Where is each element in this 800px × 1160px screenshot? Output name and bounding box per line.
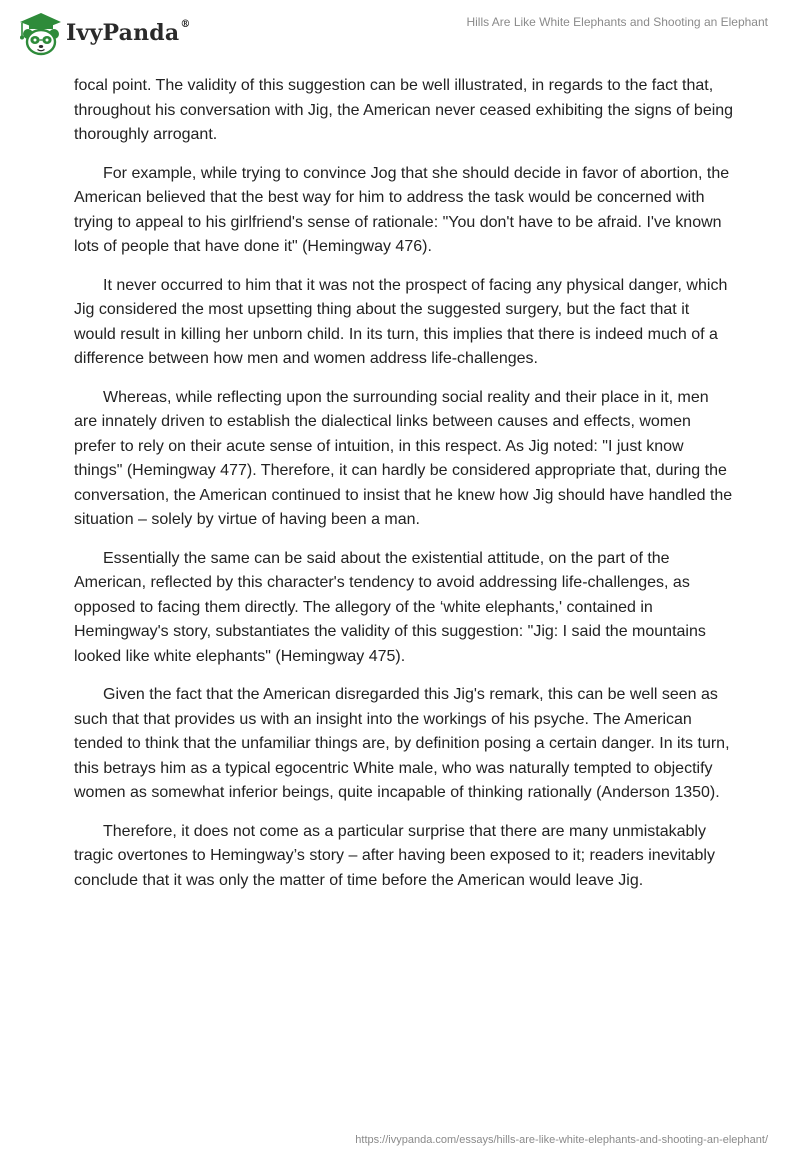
paragraph-7: Therefore, it does not come as a particular surprise that there are many unmistakably tragic overtones to Hemingway’s story – after having been exposed to it; readers inevitably conclude that it was only the matter of time before the American would leave Jig. <box>74 822 715 889</box>
brand-name: IvyPanda <box>66 20 180 46</box>
paragraph-2: For example, while trying to convince Jog that she should decide in favor of abortion, the American believed that the best way for him to address the task would be concerned with trying to appeal to his girlfriend's sense of rationale: "You don't have to be afraid. I've known lots of people that have done it" (Hemingway 476). <box>74 164 730 255</box>
brand-logo[interactable] <box>14 10 190 56</box>
paragraph-3: It never occurred to him that it was not the prospect of facing any physical danger, which Jig considered the most upsetting thing about the suggested surgery, but the fact that it would result in killing her unborn child. In its turn, this implies that there is indeed much of a difference between how men and women address life-challenges. <box>74 276 728 367</box>
registered-mark: ® <box>180 18 191 30</box>
paragraph-6: Given the fact that the American disregarded this Jig's remark, this can be well seen as such that that provides us with an insight into the workings of his psyche. The American tended to think that the unfamiliar things are, by definition posing a certain danger. In its turn, this betrays him as a typical egocentric White male, who was naturally tempted to objectify women as somewhat inferior beings, quite incapable of thinking rationally (Anderson 1350). <box>74 686 730 801</box>
paragraph-1: focal point. The validity of this suggestion can be well illustrated, in regards to the fact that, throughout his conversation with Jig, the American never ceased exhibiting the signs of being thoroughly arrogant. <box>74 77 734 143</box>
paragraph-4: Whereas, while reflecting upon the surrounding social reality and their place in it, men are innately driven to establish the dialectical links between causes and effects, women prefer to rely on their acute sense of intuition, in this respect. As Jig noted: "I just know things" (Hemingway 477). Therefore, it can hardly be considered appropriate that, during the conversation, the American continued to insist that he knew how Jig should have handled the situation – solely by virtue of having been a man. <box>74 388 733 528</box>
panda-graduate-icon <box>14 10 62 56</box>
paragraph-5: Essentially the same can be said about the existential attitude, on the part of the American, reflected by this character's tendency to avoid addressing life-challenges, as opposed to facing them directly. The allegory of the ‘white elephants,' contained in Hemingway's story, substantiates the validity of this suggestion: "Jig: I said the mountains looked like white elephants" (Hemingway 475). <box>74 549 706 665</box>
page-header <box>0 0 800 70</box>
source-url[interactable]: https://ivypanda.com/essays/hills-are-like-white-elephants-and-shooting-an-elephant/ <box>355 1134 768 1146</box>
document-title: Hills Are Like White Elephants and Shooting an Elephant <box>466 15 768 29</box>
essay-body <box>74 74 734 907</box>
